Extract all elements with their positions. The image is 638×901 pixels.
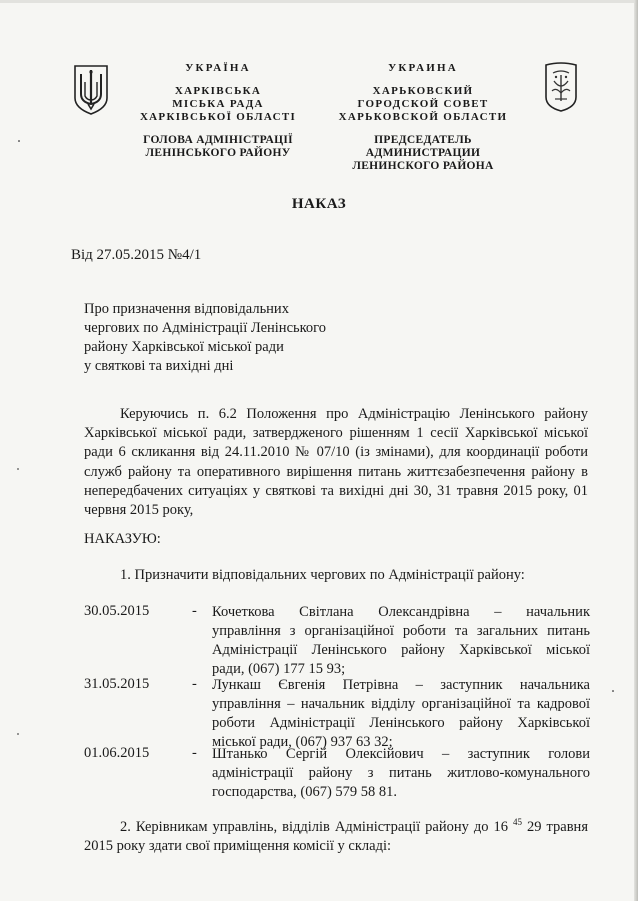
preamble-line: Харківської міської ради, затвердженого рішенням 1 сесії Харківської міської [84, 425, 588, 442]
item-1: 1. Призначити відповідальних чергових по Адміністрації району: [120, 567, 525, 583]
scan-edge-right [634, 0, 638, 901]
scan-edge-top [0, 0, 638, 3]
preamble-line: червня 2015 року, [84, 502, 194, 519]
document-title: НАКАЗ [291, 196, 347, 212]
preamble-line: Керуючись п. 6.2 Положення про Адміністрацію Ленінського району [120, 406, 588, 422]
duty-date: 31.05.2015 [84, 676, 150, 692]
item-2-text-before: 2. Керівникам управлінь, відділів Адміністрації району до 16 [120, 819, 509, 835]
duty-line: управління – начальник відділу організаційної та кадрової [212, 696, 590, 712]
order-keyword: НАКАЗУЮ: [84, 531, 161, 547]
order-date-number: Від 27.05.2015 №4/1 [71, 247, 202, 263]
scan-speck [612, 690, 614, 692]
item-2-text-after: 29 травня [522, 819, 588, 835]
order-subject [84, 300, 326, 376]
header-right [318, 62, 528, 173]
scan-speck [18, 140, 20, 142]
preamble-line: непередбачених ситуаціях у святкові та вихідні дні 30, 31 травня 2015 року, 01 [84, 482, 588, 499]
header-left [128, 62, 308, 160]
header-left-org-line2: МІСЬКА РАДА [172, 98, 264, 110]
item-2 [84, 818, 588, 856]
time-minutes-superscript: 45 [513, 817, 523, 827]
item-2-line2: 2015 року здати свої приміщення комісії у складі: [84, 838, 392, 855]
duty-line: Штанько Сергій Олексійович – заступник голови [212, 746, 590, 762]
header-right-position-line1: ПРЕДСЕДАТЕЛЬ АДМИНИСТРАЦИИ [365, 134, 481, 159]
subject-line: у святкові та вихідні дні [84, 358, 234, 374]
duty-line: ради, (067) 177 15 93; [212, 661, 346, 677]
header-left-position-line1: ГОЛОВА АДМІНІСТРАЦІЇ [143, 134, 293, 146]
scan-speck [17, 468, 19, 470]
ukraine-trident-icon [73, 64, 109, 116]
duty-line: господарства, (067) 579 58 81. [212, 784, 398, 800]
item-2-line1 [84, 818, 588, 837]
header-right-org-line1: ХАРЬКОВСКИЙ [372, 85, 474, 97]
duty-entry-31-05 [212, 676, 590, 752]
duty-line: міської ради, (067) 937 63 32; [212, 734, 393, 750]
duty-date: 30.05.2015 [84, 603, 150, 619]
duty-date: 01.06.2015 [84, 745, 150, 761]
preamble-line: служб району та оперативного вирішення питань життєзабезпечення району в [84, 463, 588, 480]
kharkiv-coat-of-arms-icon [544, 61, 578, 113]
preamble-line: ради 6 скликання від 24.11.2010 № 07/10 (із змінами), для координації роботи [84, 444, 588, 461]
duty-line: адміністрації району з питань житлово-комунального [212, 765, 590, 781]
duty-entry-30-05 [212, 603, 590, 679]
header-left-position-line2: ЛЕНІНСЬКОГО РАЙОНУ [145, 147, 291, 159]
subject-line: Про призначення відповідальних [84, 301, 289, 317]
duty-dash: - [192, 676, 197, 692]
header-right-position-line2: ЛЕНИНСКОГО РАЙОНА [352, 160, 494, 172]
duty-entry-01-06 [212, 745, 590, 802]
subject-line: району Харківської міської ради [84, 339, 284, 355]
header-right-org-line2: ГОРОДСКОЙ СОВЕТ [357, 98, 489, 110]
header-left-org-line1: ХАРКІВСЬКА [174, 85, 262, 97]
duty-line: управління з організаційної роботи та загальних питань [212, 623, 590, 639]
preamble-paragraph [84, 405, 588, 520]
header-right-org-line3: ХАРЬКОВСКОЙ ОБЛАСТИ [338, 111, 508, 123]
duty-line: роботи Адміністрації Ленінського району Харківської [212, 715, 590, 731]
duty-line: Лункаш Євгенія Петрівна – заступник начальника [212, 677, 590, 693]
duty-line: Кочеткова Світлана Олександрівна – начальник [212, 604, 590, 620]
duty-dash: - [192, 603, 197, 619]
duty-line: Адміністрації Ленінського району Харківської міської [212, 642, 590, 658]
scan-speck [17, 733, 19, 735]
header-right-country: УКРАИНА [388, 62, 458, 74]
header-left-country: УКРАЇНА [185, 62, 251, 74]
header-left-org-line3: ХАРКІВСЬКОЇ ОБЛАСТІ [139, 111, 297, 123]
subject-line: чергових по Адміністрації Ленінського [84, 320, 327, 336]
duty-dash: - [192, 745, 197, 761]
